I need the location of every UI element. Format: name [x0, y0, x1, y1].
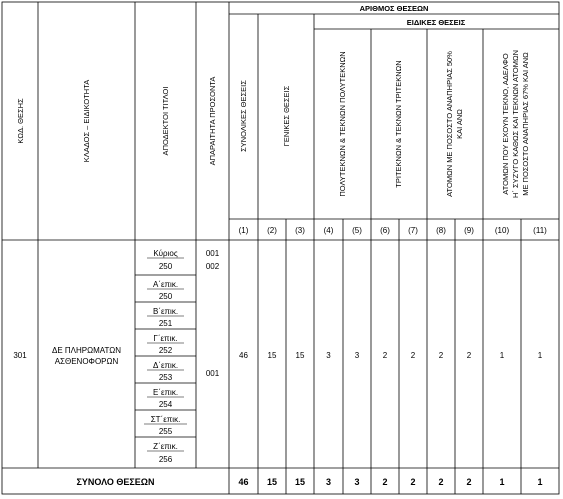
- header-child-line3: ΜΕ ΠΟΣΟΣΤΟ ΑΝΑΠΗΡΙΑΣ 67% ΚΑΙ ΑΝΩ: [521, 52, 530, 196]
- column-number: (5): [352, 226, 362, 235]
- column-number: (7): [408, 226, 418, 235]
- row-value: 46: [239, 351, 248, 360]
- column-number: (6): [380, 226, 390, 235]
- row-value: 1: [537, 351, 543, 360]
- position-code: 301: [13, 351, 27, 360]
- total-value: 3: [325, 477, 332, 487]
- title-label: Β΄επικ.: [152, 307, 179, 316]
- row-value: 15: [295, 351, 305, 360]
- column-number: (9): [464, 226, 474, 235]
- header-triteknoi: ΤΡΙΤΕΚΝΩΝ & ΤΕΚΝΩΝ ΤΡΙΤΕΚΝΩΝ: [394, 60, 403, 188]
- title-label: ΣΤ΄επικ.: [150, 415, 181, 424]
- title-code: 254: [158, 400, 173, 409]
- total-value: 15: [266, 477, 278, 487]
- header-child-line1: ΑΤΟΜΩΝ ΠΟΥ ΕΧΟΥΝ ΤΕΚΝΟ, ΑΔΕΛΦΟ: [501, 53, 510, 195]
- title-code: 253: [158, 373, 173, 382]
- header-child-line2: Η΄ ΣΥΖΥΓΟ ΚΑΘΩΣ ΚΑΙ ΤΕΚΝΩΝ ΑΤΟΜΩΝ: [511, 49, 520, 199]
- title-code: 250: [158, 292, 173, 301]
- qualification-main-2: 002: [205, 262, 220, 271]
- row-value: 3: [326, 351, 331, 360]
- title-label: Ζ΄επικ.: [153, 442, 178, 451]
- title-code: 256: [158, 455, 173, 464]
- qualification-main-1: 001: [205, 249, 220, 258]
- branch-line2: ΑΣΘΕΝΟΦΟΡΩΝ: [54, 357, 119, 366]
- table-row: [13, 249, 542, 464]
- total-value: 46: [238, 477, 249, 487]
- column-number-row: [239, 226, 548, 235]
- row-value: 15: [267, 351, 277, 360]
- title-code: 250: [158, 262, 173, 271]
- title-label: Α΄επικ.: [152, 280, 179, 289]
- row-value: 2: [438, 351, 444, 360]
- title-label: Γ΄επικ.: [153, 334, 178, 343]
- row-values: [239, 351, 543, 360]
- title-list: [151, 249, 181, 464]
- table-grid: [2, 2, 559, 494]
- header-accepted-titles: ΑΠΟΔΕΚΤΟΙ ΤΙΤΛΟΙ: [161, 86, 170, 156]
- total-value: 2: [410, 477, 416, 487]
- total-value: 2: [466, 477, 472, 487]
- header-disability-line1: ΑΤΟΜΩΝ ΜΕ ΠΟΣΟΣΤΟ ΑΝΑΠΗΡΙΑΣ 50%: [445, 51, 454, 197]
- row-value: 2: [382, 351, 388, 360]
- title-label: Ε΄επικ.: [152, 388, 179, 397]
- row-value: 1: [499, 351, 505, 360]
- column-number: (4): [323, 226, 334, 235]
- row-value: 2: [466, 351, 472, 360]
- totals-row: [76, 477, 542, 487]
- title-code: 255: [158, 427, 173, 436]
- total-value: 3: [354, 477, 360, 487]
- header-required-qualifications: ΑΠΑΡΑΙΤΗΤΑ ΠΡΟΣΟΝΤΑ: [208, 76, 217, 166]
- title-label: Δ΄επικ.: [152, 361, 179, 370]
- header-branch: ΚΛΑΔΟΣ – ΕΙΔΙΚΟΤΗΤΑ: [82, 79, 91, 163]
- header-polyteknoi: ΠΟΛΥΤΕΚΝΩΝ & ΤΕΚΝΩΝ ΠΟΛΥΤΕΚΝΩΝ: [338, 51, 347, 197]
- total-value: 15: [294, 477, 306, 487]
- column-number: (10): [494, 226, 510, 235]
- branch-line1: ΔΕ ΠΛΗΡΩΜΑΤΩΝ: [51, 346, 122, 355]
- total-value: 1: [537, 477, 543, 487]
- header-total-positions: ΣΥΝΟΛΙΚΕΣ ΘΕΣΕΙΣ: [239, 80, 248, 152]
- header-special-positions: ΕΙΔΙΚΕΣ ΘΕΣΕΙΣ: [406, 18, 466, 27]
- column-number: (3): [295, 226, 305, 235]
- title-label: Κύριος: [153, 249, 178, 258]
- totals-label: ΣΥΝΟΛΟ ΘΕΣΕΩΝ: [76, 477, 155, 487]
- column-number: (8): [436, 226, 446, 235]
- row-value: 2: [410, 351, 416, 360]
- header-general-positions: ΓΕΝΙΚΕΣ ΘΕΣΕΙΣ: [282, 85, 291, 147]
- column-number: (1): [238, 226, 249, 235]
- title-code: 251: [158, 319, 173, 328]
- column-number: (2): [267, 226, 277, 235]
- total-value: 1: [499, 477, 505, 487]
- qualification-aux: 001: [205, 369, 220, 378]
- total-value: 2: [438, 477, 444, 487]
- header-code: ΚΩΔ. ΘΕΣΗΣ: [16, 98, 25, 144]
- total-value: 2: [382, 477, 388, 487]
- row-value: 3: [354, 351, 360, 360]
- column-number: (11): [533, 226, 547, 235]
- title-code: 252: [158, 346, 173, 355]
- header-positions-count: ΑΡΙΘΜΟΣ ΘΕΣΕΩΝ: [359, 4, 429, 13]
- header-disability-line2: ΚΑΙ ΑΝΩ: [455, 109, 464, 139]
